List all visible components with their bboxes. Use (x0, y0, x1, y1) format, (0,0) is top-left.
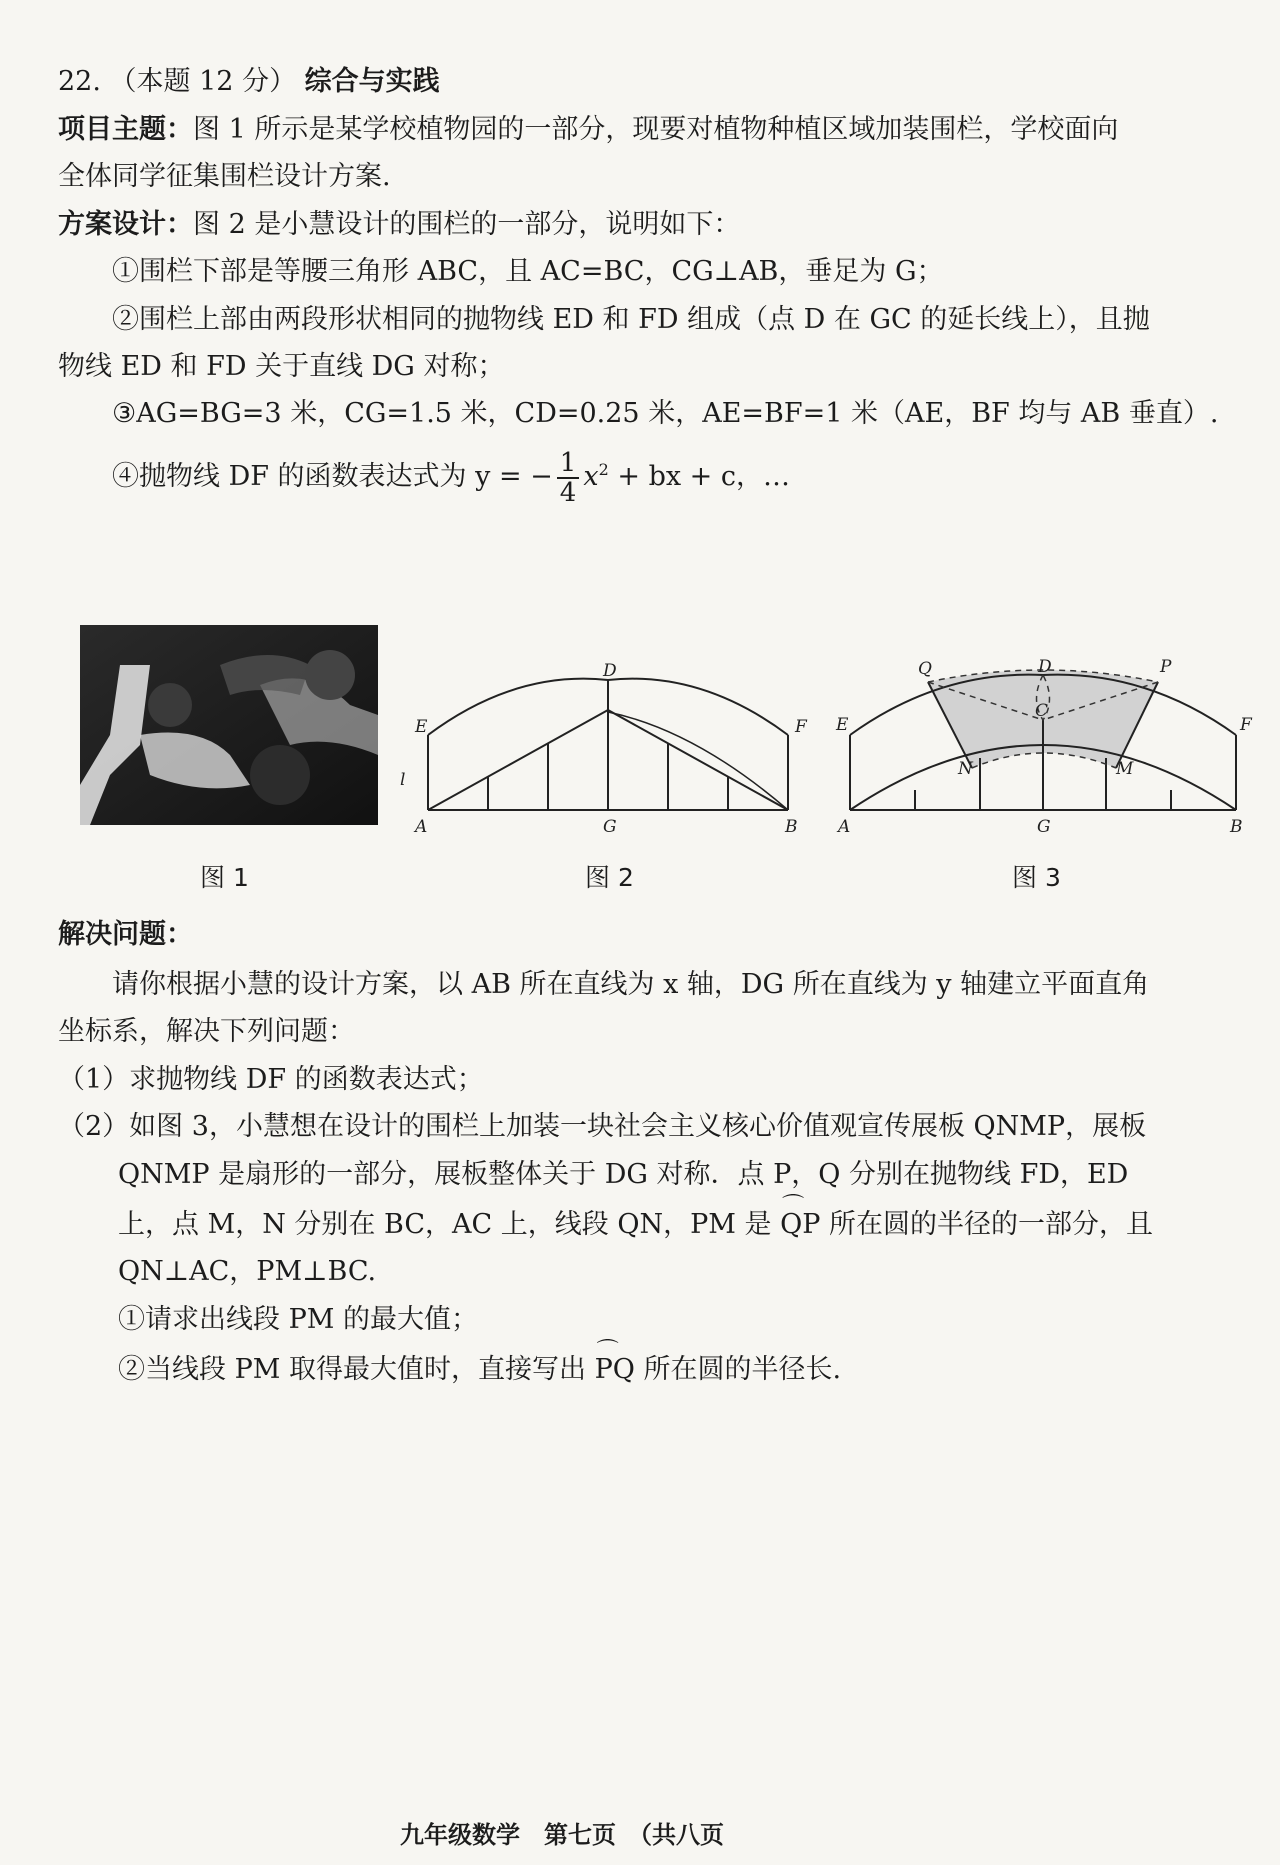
solve-intro-2: 坐标系，解决下列问题： (58, 1016, 355, 1047)
design-intro: 图 2 是小慧设计的围栏的一部分，说明如下： (193, 209, 741, 240)
parabola-ED (428, 679, 608, 735)
design-item-4 (112, 440, 1262, 507)
question-2b: QNMP 是扇形的一部分，展板整体关于 DG 对称．点 P，Q 分别在抛物线 FD，ED (118, 1159, 1129, 1190)
figure-2-caption: 图 2 (585, 863, 634, 892)
parabola-FD (608, 679, 788, 735)
question-2a: （2）如图 3，小慧想在设计的围栏上加装一块社会主义核心价值观宣传展板 QNMP，展板 (58, 1111, 1147, 1142)
q2c-post: 所在圆的半径的一部分，且 (820, 1209, 1153, 1240)
question-2d: QN⊥AC，PM⊥BC. (118, 1256, 377, 1287)
topic-line-1 (58, 110, 1208, 150)
arc-PQ-notation: ⌒ PQ (595, 1350, 635, 1390)
topic-text-1: 图 1 所示是某学校植物园的一部分，现要对植物种植区域加装围栏，学校面向 (193, 114, 1119, 145)
figure-3-caption: 图 3 (1012, 863, 1061, 892)
fraction (557, 449, 580, 507)
label-N: N (958, 759, 973, 779)
item4-x: x (583, 461, 599, 492)
question-header (58, 62, 1208, 102)
item4-prefix: ④抛物线 DF 的函数表达式为 y = − (112, 461, 553, 492)
solve-label: 解决问题： (58, 919, 193, 950)
item4-exponent: 2 (598, 460, 609, 479)
label-G: G (1037, 817, 1051, 837)
fraction-denominator: 4 (559, 477, 577, 508)
figure-1-caption: 图 1 (200, 863, 249, 892)
segment-AC (428, 710, 608, 810)
q2ii-pre: ②当线段 PM 取得最大值时，直接写出 (118, 1354, 595, 1385)
label-B: B (785, 817, 798, 837)
label-D: D (1038, 657, 1052, 677)
question-title: 综合与实践 (304, 66, 440, 97)
q2c-pre: 上，点 M，N 分别在 BC，AC 上，线段 QN，PM 是 (118, 1209, 781, 1240)
question-2-part-ii (118, 1350, 1268, 1390)
solve-intro-1: 请你根据小慧的设计方案，以 AB 所在直线为 x 轴，DG 所在直线为 y 轴建立平面直角 (112, 969, 1150, 1000)
label-B: B (1230, 817, 1243, 837)
question-2c (118, 1205, 1268, 1245)
question-2-part-i: ①请求出线段 PM 的最大值； (118, 1304, 478, 1335)
label-F: F (795, 717, 807, 737)
design-item-2a: ②围栏上部由两段形状相同的抛物线 ED 和 FD 组成（点 D 在 GC 的延长线上），且抛 (112, 304, 1150, 335)
arc-QP-notation: ⌒ QP (780, 1205, 820, 1245)
label-Q: Q (918, 659, 932, 679)
label-G: G (603, 817, 617, 837)
label-F: F (1240, 715, 1252, 735)
segment-BC (608, 710, 788, 810)
design-line (58, 205, 1208, 245)
label-C: C (1035, 701, 1049, 721)
label-D: D (603, 661, 617, 681)
design-item-1: ①围栏下部是等腰三角形 ABC，且 AC=BC，CG⊥AB，垂足为 G； (112, 256, 944, 287)
label-E: E (836, 715, 849, 735)
question-number: 22. (58, 66, 101, 97)
question-score: （本题 12 分） (109, 66, 297, 97)
topic-label: 项目主题： (58, 114, 193, 145)
figure-3-diagram (830, 657, 1252, 840)
label-E: E (415, 717, 428, 737)
topic-text-2: 全体同学征集围栏设计方案. (58, 161, 391, 192)
label-I: l (400, 770, 406, 790)
question-1: （1）求抛物线 DF 的函数表达式； (58, 1064, 484, 1095)
page-footer: 九年级数学 第七页 （共八页 (400, 1821, 724, 1849)
label-A: A (415, 817, 428, 837)
label-A: A (838, 817, 851, 837)
design-label: 方案设计： (58, 209, 193, 240)
fraction-numerator: 1 (557, 449, 580, 479)
topic-line-2 (58, 157, 1208, 197)
q2ii-post: 所在圆的半径长. (634, 1354, 842, 1385)
item4-suffix: + bx + c，… (617, 461, 790, 492)
design-item-3: ③AG=BG=3 米，CG=1.5 米，CD=0.25 米，AE=BF=1 米（AE，BF 均与 AB 垂直）. (112, 398, 1219, 429)
figure-2-diagram (395, 660, 815, 840)
label-P: P (1160, 657, 1172, 677)
label-M: M (1116, 759, 1134, 779)
figure-1-photo (80, 625, 378, 825)
design-item-2b: 物线 ED 和 FD 关于直线 DG 对称； (58, 351, 505, 382)
